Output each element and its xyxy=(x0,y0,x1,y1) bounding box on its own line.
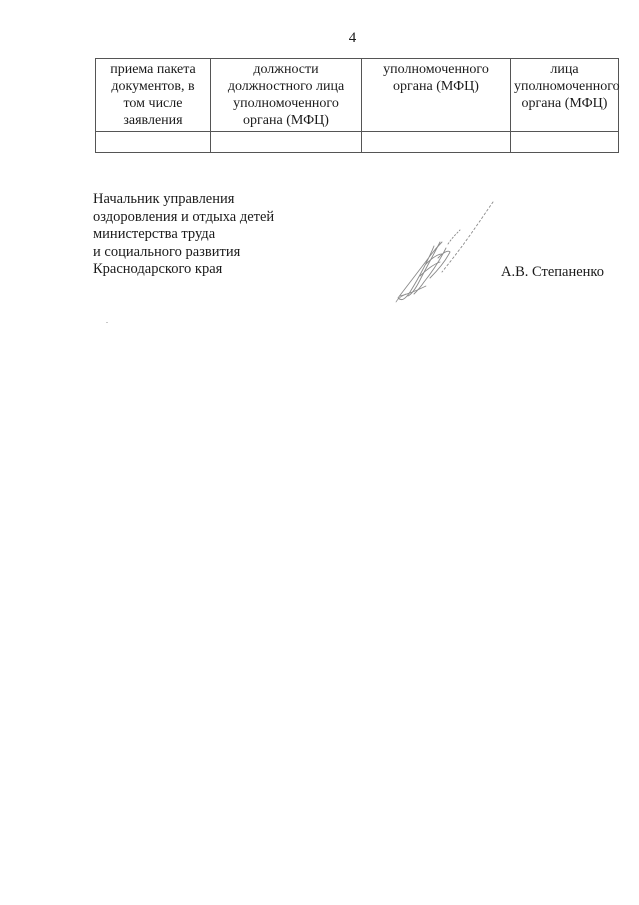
signer-title-line: и социального развития xyxy=(93,243,241,260)
page-number: 4 xyxy=(348,30,357,46)
signer-title-line: оздоровления и отдыха детей xyxy=(93,208,275,225)
signer-title xyxy=(93,191,274,279)
document-table xyxy=(95,58,619,153)
table-header-cell: приема пакета документов, в том числе заявления xyxy=(96,59,211,132)
signer-name: А.В. Степаненко xyxy=(501,264,604,280)
table-header-cell: должности должностного лица уполномоченного органа (МФЦ) xyxy=(211,59,362,132)
scan-speck xyxy=(106,322,108,323)
table-cell xyxy=(211,132,362,153)
signer-title-line: Краснодарского края xyxy=(93,261,223,277)
handwritten-signature xyxy=(390,198,500,308)
table-header-cell: лица уполномоченного органа (МФЦ) xyxy=(511,59,619,132)
signer-title-line: Начальник управления xyxy=(93,191,235,207)
table-cell xyxy=(362,132,511,153)
table-header-cell: уполномоченного органа (МФЦ) xyxy=(362,59,511,132)
table-header-row xyxy=(96,59,619,132)
table-cell xyxy=(96,132,211,153)
table-row xyxy=(96,132,619,153)
table-cell xyxy=(511,132,619,153)
signer-title-line: министерства труда xyxy=(93,226,216,242)
